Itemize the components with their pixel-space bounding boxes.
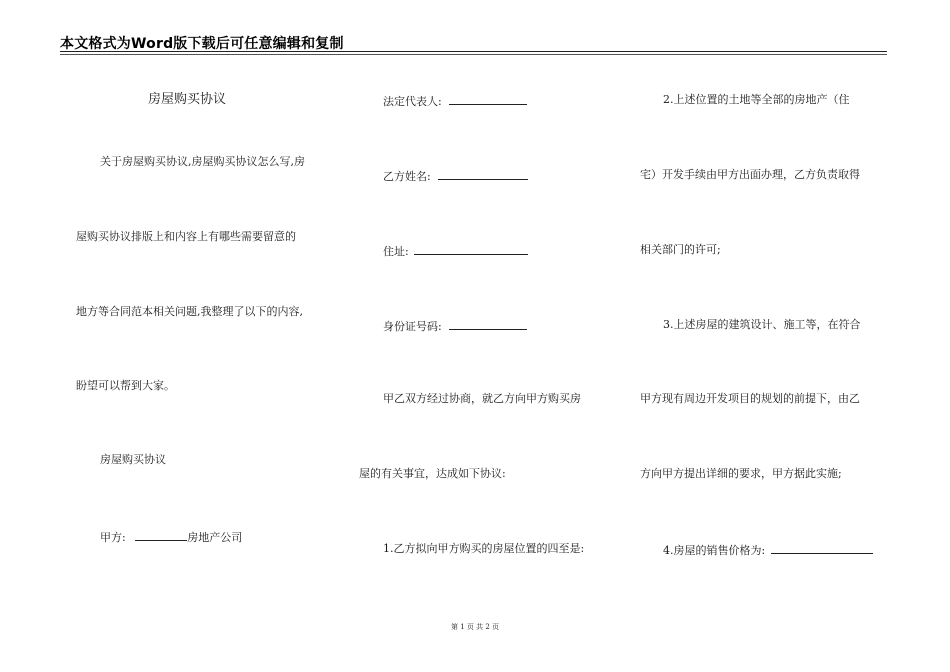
legal-rep-label: 法定代表人: [383,95,442,108]
clause-3-line-1: 3.上述房屋的建筑设计、施工等，在符合 [663,318,861,331]
party-b-name-blank [438,168,528,180]
intro-line-1: 关于房屋购买协议,房屋购买协议怎么写,房 [100,155,305,168]
price-blank [771,542,873,554]
clause-3-line-3: 方向甲方提出详细的要求，甲方据此实施; [640,467,842,480]
clause-3-line-2: 甲方现有周边开发项目的规划的前提下，由乙 [640,392,860,405]
intro-line-4: 盼望可以帮到大家。 [76,379,175,392]
legal-rep-blank [449,93,527,105]
clause-2-line-3: 相关部门的许可; [640,243,721,256]
document-header: 本文格式为Word版下载后可任意编辑和复制 [60,36,344,52]
party-b-name-label: 乙方姓名: [383,170,431,183]
page-footer: 第 1 页 共 2 页 [450,623,500,631]
clause-4-field [663,542,873,558]
clause-4-label: 4.房屋的销售价格为: [663,544,766,557]
address-label: 住址: [383,245,409,258]
party-a-suffix: 房地产公司 [187,531,243,544]
clause-2-line-2: 宅）开发手续由甲方出面办理，乙方负责取得 [640,168,860,181]
header-rule-thin [60,54,887,55]
clause-1: 1.乙方拟向甲方购买的房屋位置的四至是: [383,542,585,555]
id-number-field [383,318,527,334]
clause-2-line-1: 2.上述位置的土地等全部的房地产（住 [663,93,850,106]
id-number-label: 身份证号码: [383,320,442,333]
section-subtitle: 房屋购买协议 [100,453,166,466]
legal-rep-field [383,93,527,109]
address-field [383,243,528,259]
party-a-label: 甲方: [100,531,126,544]
id-number-blank [449,318,527,330]
party-a-blank [135,529,187,541]
intro-line-2: 屋购买协议排版上和内容上有哪些需要留意的 [76,230,296,243]
doc-title: 房屋购买协议 [148,92,227,107]
agreement-line-2: 屋的有关事宜，达成如下协议: [359,467,506,480]
address-blank [414,243,528,255]
agreement-line-1: 甲乙双方经过协商，就乙方向甲方购买房 [383,392,581,405]
party-b-name-field [383,168,528,184]
intro-line-3: 地方等合同范本相关问题,我整理了以下的内容, [76,305,303,318]
header-rule-thick [60,51,887,52]
party-a-field [100,529,242,545]
